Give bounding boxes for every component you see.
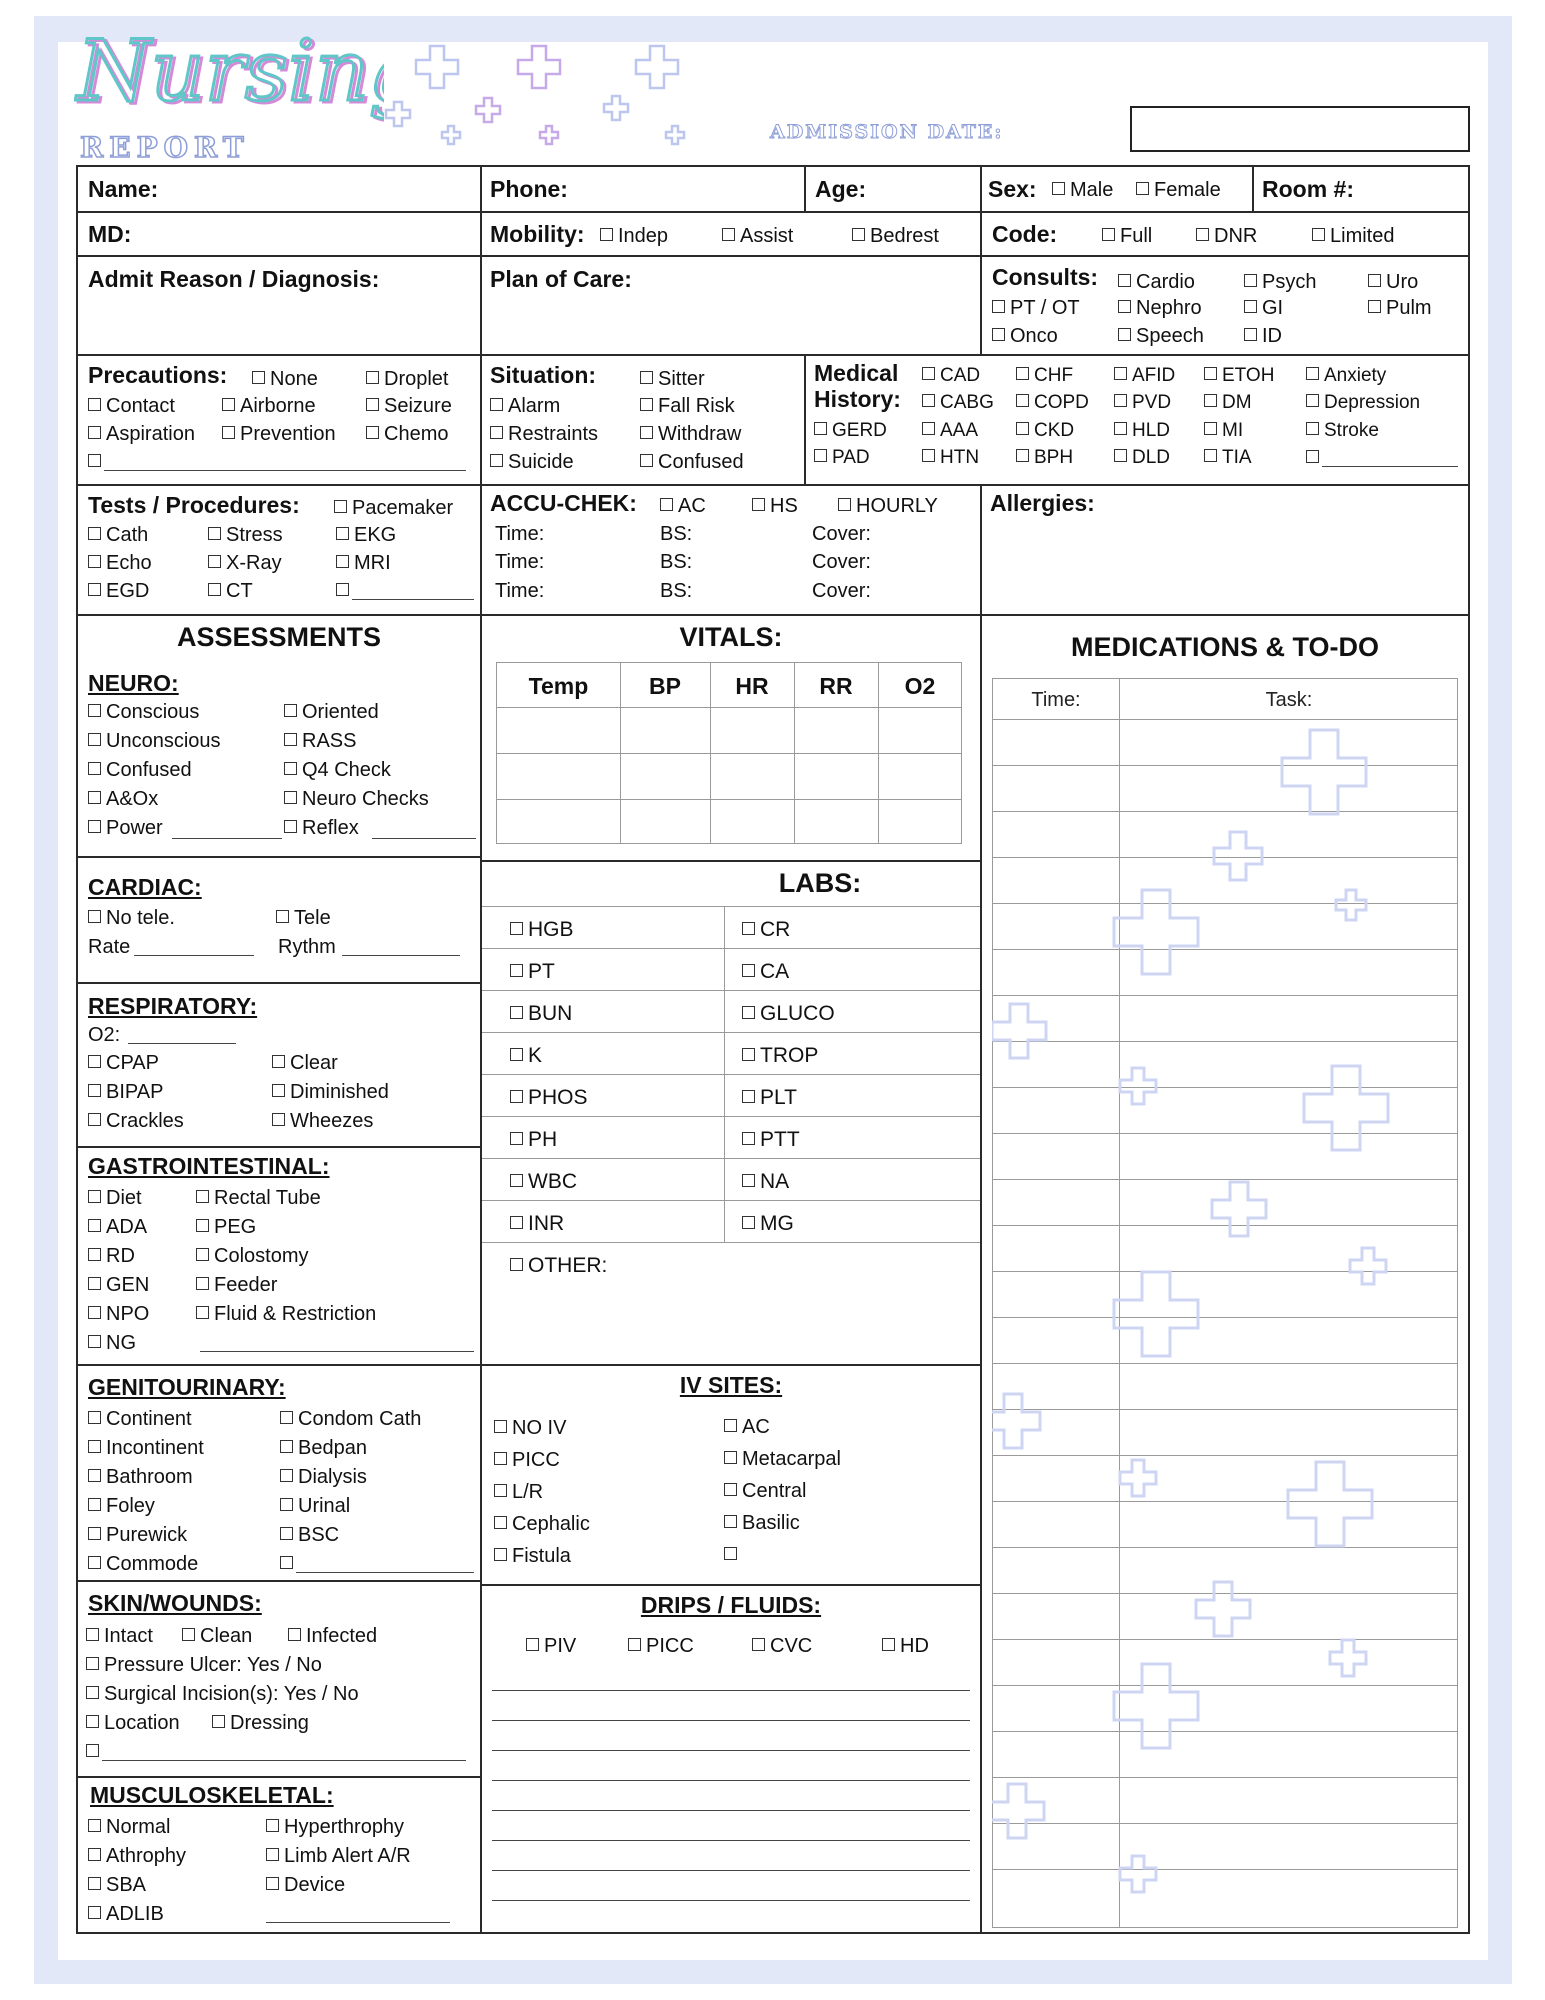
msk-checkbox[interactable]: Normal	[88, 1817, 170, 1837]
phone-label: Phone:	[490, 176, 568, 202]
iv-checkbox[interactable]: AC	[724, 1417, 770, 1437]
drips-line[interactable]	[492, 1900, 970, 1901]
sex-label: Sex:	[988, 176, 1037, 202]
precaution-checkbox[interactable]: Seizure	[366, 396, 452, 416]
gi-checkbox[interactable]: NPO	[88, 1304, 149, 1324]
cross-icon	[992, 1004, 1046, 1058]
cross-icon	[1330, 1640, 1366, 1676]
test-other-line[interactable]	[352, 599, 474, 600]
consult-checkbox[interactable]: PT / OT	[992, 298, 1080, 318]
cross-icon	[1120, 1460, 1156, 1496]
title-text: Nursin	[77, 22, 369, 120]
nursing-title	[74, 20, 384, 130]
gu-checkbox[interactable]: BSC	[280, 1525, 339, 1545]
age-label: Age:	[815, 176, 867, 202]
room-label: Room #:	[1262, 176, 1354, 202]
gu-checkbox[interactable]: Condom Cath	[280, 1409, 421, 1429]
test-checkbox[interactable]: Cath	[88, 525, 148, 545]
admission-date-label: ADMISSION DATE:	[770, 121, 1004, 143]
iv-checkbox[interactable]: Central	[724, 1481, 806, 1501]
test-checkbox[interactable]: Pacemaker	[334, 498, 453, 518]
nursing-title-art	[74, 20, 384, 130]
drips-checkbox[interactable]: CVC	[752, 1636, 812, 1656]
situation-checkbox[interactable]: Suicide	[490, 452, 574, 472]
male-checkbox[interactable]: Male	[1052, 180, 1113, 200]
no-tele-checkbox[interactable]: No tele.	[88, 908, 175, 928]
test-checkbox[interactable]: Stress	[208, 525, 283, 545]
history-other-checkbox[interactable]	[1306, 448, 1324, 468]
msk-checkbox[interactable]: ADLIB	[88, 1904, 164, 1924]
resp-checkbox[interactable]: Clear	[272, 1053, 338, 1073]
consult-checkbox[interactable]: Speech	[1118, 326, 1204, 346]
cross-icon	[1304, 1066, 1388, 1150]
situation-checkbox[interactable]: Fall Risk	[640, 396, 735, 416]
accu-chek-label: ACCU-CHEK:	[490, 490, 637, 516]
accu-time-label: Time:	[495, 580, 545, 602]
resp-checkbox[interactable]: Wheezes	[272, 1111, 373, 1131]
lab-checkbox[interactable]: CR	[742, 919, 790, 940]
iv-other-checkbox[interactable]	[724, 1545, 742, 1565]
location-checkbox[interactable]: Location	[86, 1713, 180, 1733]
cross-icon	[1120, 1856, 1156, 1892]
medical-history-label-2: History:	[814, 386, 901, 412]
gu-checkbox[interactable]: Urinal	[280, 1496, 350, 1516]
gi-checkbox[interactable]: Diet	[88, 1188, 142, 1208]
gi-checkbox[interactable]: Feeder	[196, 1275, 277, 1295]
history-checkbox[interactable]: CHF	[1016, 366, 1073, 385]
med-task-header: Task:	[1265, 689, 1313, 711]
medications-title: MEDICATIONS & TO-DO	[1071, 632, 1379, 662]
full-checkbox[interactable]: Full	[1102, 226, 1152, 246]
accu-time-label: Time:	[495, 523, 545, 545]
gu-title: GENITOURINARY:	[88, 1374, 286, 1400]
admission-date-input[interactable]	[1130, 106, 1470, 152]
iv-checkbox[interactable]: Cephalic	[494, 1514, 590, 1534]
gu-checkbox[interactable]: Purewick	[88, 1525, 187, 1545]
neuro-checkbox[interactable]: Unconscious	[88, 731, 221, 751]
gu-checkbox[interactable]: Continent	[88, 1409, 192, 1429]
vitals-header: HR	[735, 673, 769, 699]
lab-checkbox[interactable]: TROP	[742, 1045, 818, 1066]
consult-checkbox[interactable]: Nephro	[1118, 298, 1202, 318]
limited-checkbox[interactable]: Limited	[1312, 226, 1394, 246]
accu-cover-label: Cover:	[812, 551, 871, 573]
code-label: Code:	[992, 221, 1058, 247]
bedrest-checkbox[interactable]: Bedrest	[852, 226, 939, 246]
reflex-line[interactable]	[372, 838, 476, 839]
neuro-checkbox[interactable]: Confused	[88, 760, 192, 780]
vitals-table	[496, 662, 962, 844]
skin-other-checkbox[interactable]	[86, 1742, 104, 1762]
lab-checkbox[interactable]: WBC	[510, 1171, 577, 1192]
indep-checkbox[interactable]: Indep	[600, 226, 668, 246]
history-checkbox[interactable]: PVD	[1114, 393, 1171, 412]
history-checkbox[interactable]: COPD	[1016, 393, 1089, 412]
drips-line[interactable]	[492, 1840, 970, 1841]
lab-checkbox[interactable]: PT	[510, 961, 555, 982]
female-checkbox[interactable]: Female	[1136, 180, 1221, 200]
name-label: Name:	[88, 176, 159, 202]
history-checkbox[interactable]: CABG	[922, 393, 994, 412]
o2-label: O2:	[88, 1024, 121, 1046]
infected-checkbox[interactable]: Infected	[288, 1626, 377, 1646]
lab-checkbox[interactable]: BUN	[510, 1003, 572, 1024]
history-other-line[interactable]	[1322, 466, 1458, 467]
resp-checkbox[interactable]: Crackles	[88, 1111, 184, 1131]
gu-checkbox[interactable]: Commode	[88, 1554, 198, 1574]
consults-label: Consults:	[992, 264, 1099, 290]
drips-line[interactable]	[492, 1780, 970, 1781]
drips-line[interactable]	[492, 1750, 970, 1751]
accu-cover-label: Cover:	[812, 580, 871, 602]
gu-other-line[interactable]	[296, 1572, 474, 1573]
gi-checkbox[interactable]: Colostomy	[196, 1246, 308, 1266]
gu-other-checkbox[interactable]	[280, 1554, 298, 1574]
test-checkbox[interactable]: EGD	[88, 581, 149, 601]
msk-checkbox[interactable]: Athrophy	[88, 1846, 186, 1866]
resp-checkbox[interactable]: CPAP	[88, 1053, 159, 1073]
consult-checkbox[interactable]: Pulm	[1368, 298, 1432, 318]
iv-checkbox[interactable]: L/R	[494, 1482, 543, 1502]
history-checkbox[interactable]: AFID	[1114, 366, 1175, 385]
allergies-label: Allergies:	[990, 490, 1095, 516]
cross-icon	[1114, 1272, 1198, 1356]
power-line[interactable]	[172, 838, 282, 839]
cross-icon	[1282, 730, 1366, 814]
test-checkbox[interactable]: CT	[208, 581, 253, 601]
situation-checkbox[interactable]: Alarm	[490, 396, 560, 416]
medication-cross-decoration	[992, 720, 1458, 1920]
labs-title: LABS:	[778, 868, 862, 898]
drips-checkbox[interactable]: PICC	[628, 1636, 694, 1656]
lab-checkbox[interactable]: NA	[742, 1171, 789, 1192]
neuro-title: NEURO:	[88, 670, 179, 696]
assist-checkbox[interactable]: Assist	[722, 226, 793, 246]
precaution-other-checkbox[interactable]	[88, 452, 106, 472]
gu-checkbox[interactable]: Incontinent	[88, 1438, 204, 1458]
lab-checkbox[interactable]: PLT	[742, 1087, 797, 1108]
cross-icon	[992, 1394, 1040, 1448]
lab-checkbox[interactable]: PHOS	[510, 1087, 588, 1108]
lab-checkbox[interactable]: GLUCO	[742, 1003, 835, 1024]
gi-checkbox[interactable]: NG	[88, 1333, 136, 1353]
test-checkbox[interactable]: EKG	[336, 525, 396, 545]
dnr-checkbox[interactable]: DNR	[1196, 226, 1257, 246]
precaution-checkbox[interactable]: Airborne	[222, 396, 316, 416]
drips-title: DRIPS / FLUIDS:	[640, 1592, 822, 1618]
test-other-checkbox[interactable]	[336, 581, 354, 601]
gi-other-line[interactable]	[200, 1351, 474, 1352]
neuro-checkbox[interactable]: RASS	[284, 731, 356, 751]
history-checkbox[interactable]: GERD	[814, 421, 887, 440]
intact-checkbox[interactable]: Intact	[86, 1626, 153, 1646]
cross-icon	[1214, 832, 1262, 880]
accu-cover-label: Cover:	[812, 523, 871, 545]
history-checkbox[interactable]: AAA	[922, 421, 978, 440]
tele-checkbox[interactable]: Tele	[276, 908, 331, 928]
drips-line[interactable]	[492, 1810, 970, 1811]
cross-icon	[1350, 1248, 1386, 1284]
neuro-checkbox[interactable]: Q4 Check	[284, 760, 391, 780]
accu-bs-label: BS:	[660, 551, 693, 573]
history-checkbox[interactable]: BPH	[1016, 448, 1073, 467]
iv-checkbox[interactable]: Basilic	[724, 1513, 800, 1533]
rate-label: Rate	[88, 936, 131, 958]
history-checkbox[interactable]: Stroke	[1306, 421, 1379, 440]
msk-other-line[interactable]	[266, 1922, 450, 1923]
lab-checkbox[interactable]: PH	[510, 1129, 557, 1150]
history-checkbox[interactable]: PAD	[814, 448, 870, 467]
cross-icon	[1196, 1582, 1250, 1636]
respiratory-title: RESPIRATORY:	[88, 993, 258, 1019]
neuro-checkbox[interactable]: A&Ox	[88, 789, 158, 809]
precaution-checkbox[interactable]: Aspiration	[88, 424, 195, 444]
precaution-checkbox[interactable]: Prevention	[222, 424, 336, 444]
precautions-label: Precautions:	[88, 362, 228, 388]
cross-decoration	[380, 40, 700, 160]
surgical-incision-checkbox[interactable]: Surgical Incision(s): Yes / No	[86, 1684, 359, 1704]
accu-bs-label: BS:	[660, 580, 693, 602]
msk-checkbox[interactable]: Limb Alert A/R	[266, 1846, 411, 1866]
accu-time-label: Time:	[495, 551, 545, 573]
consult-checkbox[interactable]: Psych	[1244, 272, 1316, 292]
history-checkbox[interactable]: HLD	[1114, 421, 1170, 440]
medical-history-label-1: Medical	[814, 360, 899, 386]
msk-title: MUSCULOSKELETAL:	[90, 1782, 334, 1808]
gi-checkbox[interactable]: ADA	[88, 1217, 147, 1237]
vitals-header: Temp	[528, 673, 589, 699]
med-time-header: Time:	[1031, 689, 1081, 711]
neuro-checkbox[interactable]: Conscious	[88, 702, 199, 722]
neuro-checkbox[interactable]: Oriented	[284, 702, 379, 722]
precaution-checkbox[interactable]: Droplet	[366, 369, 448, 389]
iv-checkbox[interactable]: Metacarpal	[724, 1449, 841, 1469]
accu-bs-label: BS:	[660, 523, 693, 545]
resp-checkbox[interactable]: Diminished	[272, 1082, 389, 1102]
drips-line[interactable]	[492, 1720, 970, 1721]
consult-checkbox[interactable]: Onco	[992, 326, 1058, 346]
history-checkbox[interactable]: Anxiety	[1306, 366, 1386, 385]
msk-checkbox[interactable]: Device	[266, 1875, 345, 1895]
iv-sites-title: IV SITES:	[679, 1372, 783, 1398]
msk-checkbox[interactable]: Hyperthrophy	[266, 1817, 404, 1837]
history-checkbox[interactable]: CAD	[922, 366, 980, 385]
lab-other-checkbox[interactable]: OTHER:	[510, 1255, 607, 1276]
report-subtitle: REPORT	[80, 131, 250, 164]
consult-checkbox[interactable]: Cardio	[1118, 272, 1195, 292]
lab-checkbox[interactable]: CA	[742, 961, 789, 982]
iv-checkbox[interactable]: PICC	[494, 1450, 560, 1470]
cardiac-title: CARDIAC:	[88, 874, 202, 900]
iv-checkbox[interactable]: Fistula	[494, 1546, 571, 1566]
neuro-checkbox[interactable]: Power	[88, 818, 163, 838]
cross-icon	[666, 126, 684, 144]
gu-checkbox[interactable]: Bedpan	[280, 1438, 367, 1458]
skin-other-line[interactable]	[102, 1760, 466, 1761]
cross-icon	[1114, 1664, 1198, 1748]
history-checkbox[interactable]: DLD	[1114, 448, 1170, 467]
history-checkbox[interactable]: DM	[1204, 393, 1252, 412]
title-outline: Nursin	[80, 24, 372, 122]
clean-checkbox[interactable]: Clean	[182, 1626, 252, 1646]
vitals-header: O2	[904, 673, 936, 699]
lab-checkbox[interactable]: K	[510, 1045, 542, 1066]
accu-hs-checkbox[interactable]: HS	[752, 496, 798, 516]
cross-icon	[604, 96, 628, 120]
rythm-label: Rythm	[278, 936, 336, 958]
rythm-line[interactable]	[342, 955, 460, 956]
gi-checkbox[interactable]: GEN	[88, 1275, 149, 1295]
tests-label: Tests / Procedures:	[88, 492, 300, 518]
neuro-checkbox[interactable]: Reflex	[284, 818, 359, 838]
rate-line[interactable]	[134, 955, 254, 956]
md-label: MD:	[88, 221, 132, 247]
o2-line[interactable]	[128, 1043, 236, 1044]
consult-checkbox[interactable]: GI	[1244, 298, 1283, 318]
dressing-checkbox[interactable]: Dressing	[212, 1713, 309, 1733]
drips-line[interactable]	[492, 1870, 970, 1871]
lab-checkbox[interactable]: INR	[510, 1213, 564, 1234]
test-checkbox[interactable]: Echo	[88, 553, 152, 573]
cross-icon	[416, 46, 458, 88]
history-checkbox[interactable]: TIA	[1204, 448, 1252, 467]
accu-ac-checkbox[interactable]: AC	[660, 496, 706, 516]
cross-icon	[1336, 890, 1366, 920]
drips-checkbox[interactable]: HD	[882, 1636, 929, 1656]
vitals-title: VITALS:	[679, 622, 783, 652]
neuro-checkbox[interactable]: Neuro Checks	[284, 789, 429, 809]
vitals-header: RR	[819, 673, 853, 699]
history-checkbox[interactable]: ETOH	[1204, 366, 1274, 385]
gi-title: GASTROINTESTINAL:	[88, 1153, 330, 1179]
cross-icon	[1212, 1182, 1266, 1236]
situation-checkbox[interactable]: Restraints	[490, 424, 598, 444]
lab-checkbox[interactable]: PTT	[742, 1129, 800, 1150]
cross-icon	[442, 126, 460, 144]
situation-checkbox[interactable]: Sitter	[640, 369, 705, 389]
skin-title: SKIN/WOUNDS:	[88, 1590, 262, 1616]
situation-label: Situation:	[490, 362, 597, 388]
lab-checkbox[interactable]: HGB	[510, 919, 574, 940]
admit-reason-label: Admit Reason / Diagnosis:	[88, 266, 380, 292]
cross-icon	[540, 126, 558, 144]
mobility-label: Mobility:	[490, 221, 585, 247]
precaution-checkbox[interactable]: None	[252, 369, 318, 389]
drips-checkbox[interactable]: PIV	[526, 1636, 576, 1656]
cross-icon	[476, 98, 500, 122]
consult-checkbox[interactable]: Uro	[1368, 272, 1418, 292]
test-checkbox[interactable]: X-Ray	[208, 553, 282, 573]
drips-line[interactable]	[492, 1690, 970, 1691]
cross-icon	[1120, 1068, 1156, 1104]
gi-checkbox[interactable]: Fluid & Restriction	[196, 1304, 376, 1324]
consult-checkbox[interactable]: ID	[1244, 326, 1282, 346]
resp-checkbox[interactable]: BIPAP	[88, 1082, 163, 1102]
gi-checkbox[interactable]: RD	[88, 1246, 135, 1266]
cross-icon	[518, 46, 560, 88]
lab-checkbox[interactable]: MG	[742, 1213, 794, 1234]
cross-icon	[636, 46, 678, 88]
precaution-checkbox[interactable]: Contact	[88, 396, 175, 416]
gu-checkbox[interactable]: Foley	[88, 1496, 155, 1516]
pressure-ulcer-checkbox[interactable]: Pressure Ulcer: Yes / No	[86, 1655, 322, 1675]
cross-icon	[992, 1784, 1044, 1838]
history-checkbox[interactable]: HTN	[922, 448, 979, 467]
test-checkbox[interactable]: MRI	[336, 553, 391, 573]
assessments-title: ASSESSMENTS	[176, 622, 382, 652]
gu-checkbox[interactable]: Dialysis	[280, 1467, 367, 1487]
precaution-checkbox[interactable]: Chemo	[366, 424, 448, 444]
history-checkbox[interactable]: CKD	[1016, 421, 1074, 440]
gi-checkbox[interactable]: Rectal Tube	[196, 1188, 321, 1208]
plan-of-care-label: Plan of Care:	[490, 266, 632, 292]
md-field[interactable]	[76, 211, 482, 257]
cross-icon	[1114, 890, 1198, 974]
precaution-other-line[interactable]	[104, 470, 466, 471]
history-checkbox[interactable]: MI	[1204, 421, 1243, 440]
history-checkbox[interactable]: Depression	[1306, 393, 1420, 412]
vitals-header: BP	[649, 673, 681, 699]
accu-hourly-checkbox[interactable]: HOURLY	[838, 496, 938, 516]
cross-icon	[1288, 1462, 1372, 1546]
iv-checkbox[interactable]: NO IV	[494, 1418, 566, 1438]
msk-checkbox[interactable]: SBA	[88, 1875, 146, 1895]
cross-icon	[386, 102, 410, 126]
gi-checkbox[interactable]: PEG	[196, 1217, 256, 1237]
gu-checkbox[interactable]: Bathroom	[88, 1467, 193, 1487]
situation-checkbox[interactable]: Confused	[640, 452, 744, 472]
situation-checkbox[interactable]: Withdraw	[640, 424, 741, 444]
